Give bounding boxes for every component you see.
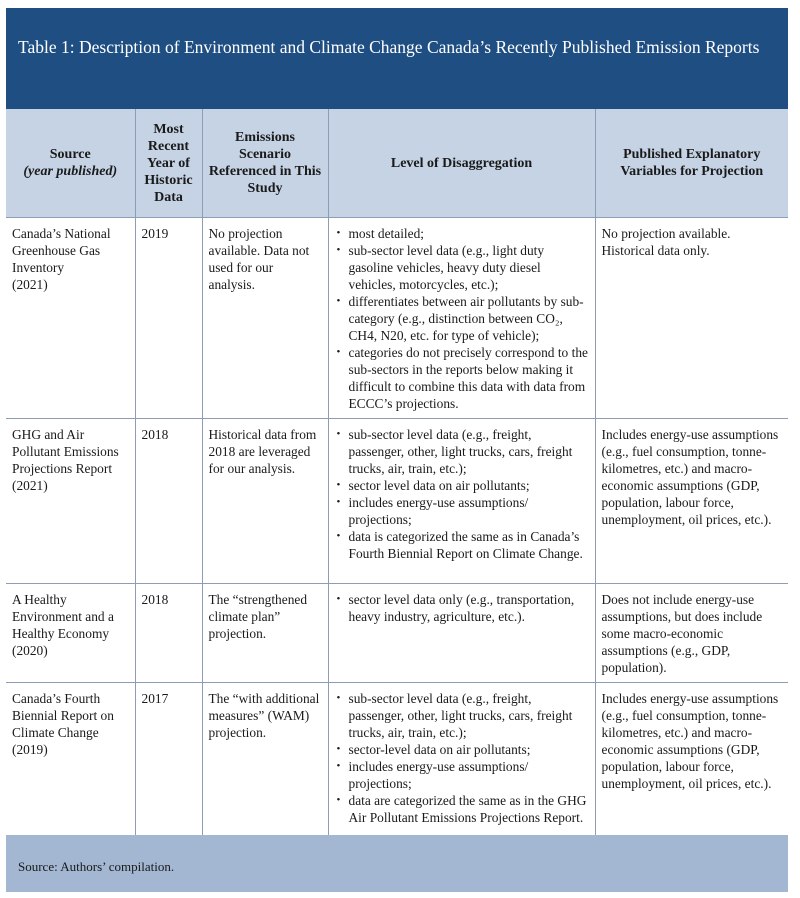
cell-source	[6, 683, 135, 853]
cell-variables: Does not include energy-use assumptions, but does include some macro-economic assumptions (e.g., GDP, population).	[595, 584, 788, 683]
cell-year: 2018	[135, 584, 202, 683]
cell-disaggregation	[328, 683, 595, 853]
list-item: • sub-sector level data (e.g., light duty gasoline vehicles, heavy duty diesel vehicles, motorcycles, etc.);	[349, 242, 589, 293]
list-item: • sub-sector level data (e.g., freight, passenger, other, light trucks, cars, freight trucks, air, train, etc.);	[349, 690, 589, 741]
disaggregation-list	[335, 690, 589, 826]
cell-source	[6, 584, 135, 683]
header-scenario: Emissions Scenario Referenced in This Study	[202, 109, 328, 218]
list-item: • differentiates between air pollutants by sub-category (e.g., distinction between CO₂, CH4, N20, etc. for type of vehicle);	[349, 293, 589, 344]
header-year: Most Recent Year of Historic Data	[135, 109, 202, 218]
table-row	[6, 584, 788, 683]
source-year: (2020)	[12, 643, 48, 658]
cell-scenario: No projection available. Data not used for our analysis.	[202, 218, 328, 419]
list-item: • most detailed;	[349, 225, 589, 242]
source-year: (2021)	[12, 478, 48, 493]
disaggregation-list	[335, 591, 589, 625]
table-row	[6, 419, 788, 584]
source-name: A Healthy Environment and a Healthy Economy	[12, 592, 114, 641]
table-source-note: Source: Authors’ compilation.	[6, 835, 788, 892]
disaggregation-list	[335, 225, 589, 412]
header-disaggregation: Level of Disaggregation	[328, 109, 595, 218]
table-body-area	[6, 109, 788, 835]
cell-disaggregation	[328, 584, 595, 683]
table-row	[6, 683, 788, 853]
cell-scenario: The “strengthened climate plan” projection.	[202, 584, 328, 683]
source-year: (2019)	[12, 742, 48, 757]
list-item: • includes energy-use assumptions/ projections;	[349, 494, 589, 528]
emission-reports-table	[6, 109, 788, 853]
source-name: Canada’s National Greenhouse Gas Inventory	[12, 226, 111, 275]
header-source	[6, 109, 135, 218]
cell-variables: No projection available. Historical data only.	[595, 218, 788, 419]
cell-disaggregation	[328, 419, 595, 584]
source-name: Canada’s Fourth Biennial Report on Climate Change	[12, 691, 114, 740]
table-title: Table 1: Description of Environment and Climate Change Canada’s Recently Published Emission Reports	[6, 8, 788, 109]
list-item: • categories do not precisely correspond to the sub-sectors in the reports below making it difficult to combine this data with data from ECCC’s projections.	[349, 344, 589, 412]
cell-scenario: The “with additional measures” (WAM) projection.	[202, 683, 328, 853]
table-row	[6, 218, 788, 419]
list-item: • sector level data on air pollutants;	[349, 477, 589, 494]
table-figure	[6, 8, 788, 892]
list-item: • data are categorized the same as in the GHG Air Pollutant Emissions Projections Report.	[349, 792, 589, 826]
list-item: • sector-level data on air pollutants;	[349, 741, 589, 758]
source-year: (2021)	[12, 277, 48, 292]
cell-disaggregation	[328, 218, 595, 419]
list-item: • includes energy-use assumptions/ projections;	[349, 758, 589, 792]
list-item: • sector level data only (e.g., transportation, heavy industry, agriculture, etc.).	[349, 591, 589, 625]
cell-year: 2017	[135, 683, 202, 853]
source-name: GHG and Air Pollutant Emissions Projections Report	[12, 427, 119, 476]
disaggregation-list	[335, 426, 589, 562]
cell-variables: Includes energy-use assumptions (e.g., fuel consumption, tonne-kilometres, etc.) and macro-economic assumptions (GDP, population, labour force, unemployment, oil prices, etc.).	[595, 419, 788, 584]
cell-year: 2018	[135, 419, 202, 584]
header-row	[6, 109, 788, 218]
list-item: • sub-sector level data (e.g., freight, passenger, other, light trucks, cars, freight trucks, air, train, etc.);	[349, 426, 589, 477]
cell-year: 2019	[135, 218, 202, 419]
list-item: • data is categorized the same as in Canada’s Fourth Biennial Report on Climate Change.	[349, 528, 589, 562]
cell-source	[6, 218, 135, 419]
header-variables: Published Explanatory Variables for Projection	[595, 109, 788, 218]
header-source-sub: (year published)	[23, 164, 118, 179]
cell-scenario: Historical data from 2018 are leveraged for our analysis.	[202, 419, 328, 584]
cell-source	[6, 419, 135, 584]
header-source-label: Source	[49, 147, 91, 162]
cell-variables: Includes energy-use assumptions (e.g., fuel consumption, tonne-kilometres, etc.) and macro-economic assumptions (GDP, population, labour force, unemployment, oil prices, etc.).	[595, 683, 788, 853]
